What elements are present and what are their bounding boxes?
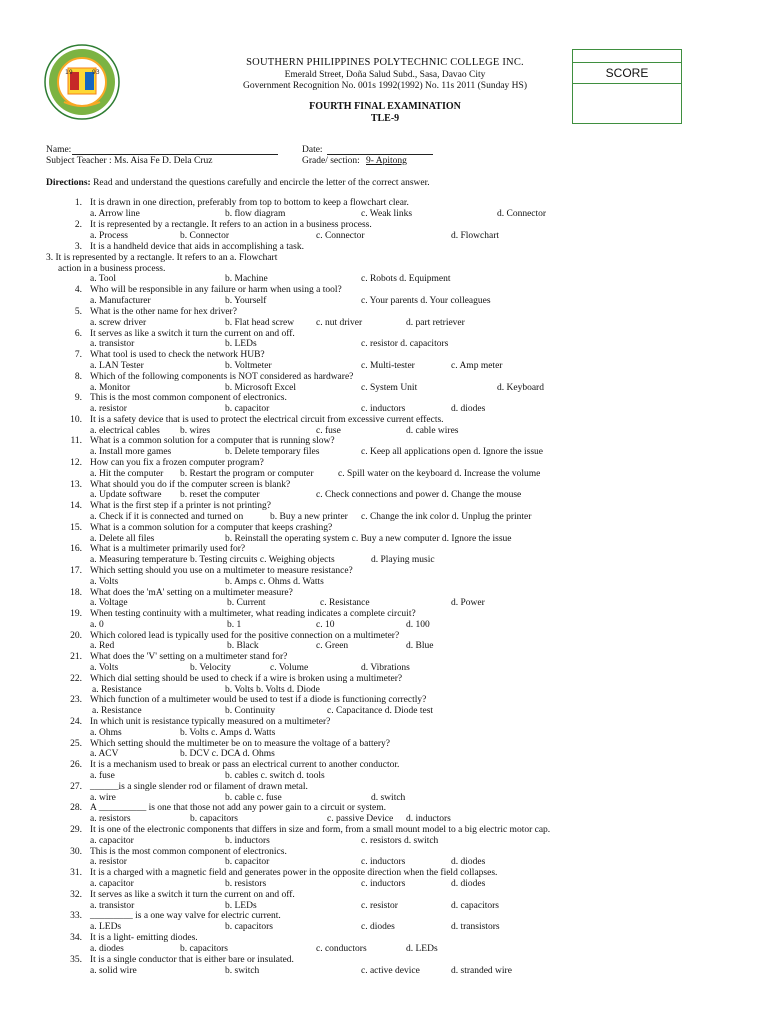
answer-choice[interactable]: a. screw driver xyxy=(90,318,147,328)
answer-choice[interactable]: a. Volts xyxy=(90,577,119,587)
exam-line xyxy=(0,966,768,977)
answer-choice[interactable]: b. DCV c. DCA d. Ohms xyxy=(180,749,275,759)
answer-choice[interactable]: a. ACV xyxy=(90,749,119,759)
question-text: What is a common solution for a computer that keeps crashing? xyxy=(90,523,333,533)
exam-line xyxy=(0,209,768,220)
exam-line xyxy=(0,253,768,264)
question-number: 13. xyxy=(70,480,82,490)
answer-choice[interactable]: a. transistor xyxy=(90,339,135,349)
answer-choice[interactable]: c. resistor d. capacitors xyxy=(361,339,449,349)
question-number: 4. xyxy=(74,285,82,295)
answer-choice[interactable]: a. Tool xyxy=(90,274,117,284)
answer-choice[interactable]: a. transistor xyxy=(90,901,135,911)
answer-choice[interactable]: d. Flowchart xyxy=(451,231,500,241)
question-number: 7. xyxy=(74,350,82,360)
answer-choice[interactable]: b. capacitors xyxy=(225,922,274,932)
government-recognition: Government Recognition No. 001s 1992(1992) No. 11s 2011 (Sunday HS) xyxy=(242,81,527,91)
exam-line xyxy=(0,814,768,825)
exam-line xyxy=(0,620,768,631)
question-number: 34. xyxy=(70,933,82,943)
answer-choice[interactable]: c. Change the ink color d. Unplug the printer xyxy=(361,512,532,522)
exam-line xyxy=(0,285,768,296)
question-text: Which setting should the multimeter be on to measure the voltage of a battery? xyxy=(90,739,390,749)
question-text: It is a light- emitting diodes. xyxy=(90,933,198,943)
date-label: Date: xyxy=(302,145,323,155)
exam-line xyxy=(0,393,768,404)
exam-line xyxy=(0,890,768,901)
answer-choice[interactable]: a. LEDs xyxy=(90,922,122,932)
question-number: 9. xyxy=(74,393,82,403)
answer-choice[interactable]: c. Resistance xyxy=(320,598,370,608)
answer-choice[interactable]: c. Volume xyxy=(270,663,309,673)
directions-label: Directions: xyxy=(46,178,91,188)
answer-choice[interactable]: a. 0 xyxy=(90,620,104,630)
question-number: 14. xyxy=(70,501,82,511)
exam-line xyxy=(0,544,768,555)
answer-choice[interactable]: d. Keyboard xyxy=(497,383,544,393)
exam-line xyxy=(0,555,768,566)
answer-choice[interactable]: a. Manufacturer xyxy=(90,296,151,306)
answer-choice[interactable]: c. inductors xyxy=(361,857,406,867)
answer-choice[interactable]: b. cables c. switch d. tools xyxy=(225,771,325,781)
answer-choice[interactable]: b. Amps c. Ohms d. Watts xyxy=(225,577,324,587)
answer-choice[interactable]: c. nut driver xyxy=(316,318,363,328)
question-text: action in a business process. xyxy=(58,264,166,274)
question-number: 20. xyxy=(70,631,82,641)
answer-choice[interactable]: c. Connector xyxy=(316,231,365,241)
date-blank[interactable] xyxy=(327,154,433,155)
question-text: Who will be responsible in any failure or harm when using a tool? xyxy=(90,285,342,295)
answer-choice[interactable]: c. Green xyxy=(316,641,349,651)
answer-choice[interactable]: d. Vibrations xyxy=(361,663,410,673)
answer-choice[interactable]: d. diodes xyxy=(451,404,486,414)
question-number: 25. xyxy=(70,739,82,749)
answer-choice[interactable]: c. passive Device xyxy=(327,814,394,824)
exam-line xyxy=(0,933,768,944)
answer-choice[interactable]: a. Volts xyxy=(90,663,119,673)
exam-line xyxy=(0,749,768,760)
subject-teacher: Subject Teacher : Ms. Aisa Fe D. Dela Cruz xyxy=(46,156,213,166)
question-text: What does the 'V' setting on a multimeter stand for? xyxy=(90,652,288,662)
question-text: It serves as like a switch it turn the current on and off. xyxy=(90,329,295,339)
answer-choice[interactable]: c. active device xyxy=(361,966,420,976)
answer-choice[interactable]: b. Flat head screw xyxy=(225,318,295,328)
question-text: This is the most common component of electronics. xyxy=(90,847,287,857)
question-text: What does the 'mA' setting on a multimeter measure? xyxy=(90,588,293,598)
exam-line xyxy=(0,404,768,415)
answer-choice[interactable]: b. 1 xyxy=(227,620,242,630)
answer-choice[interactable]: c. Robots d. Equipment xyxy=(361,274,451,284)
exam-line xyxy=(0,598,768,609)
exam-line xyxy=(0,868,768,879)
exam-line xyxy=(0,803,768,814)
question-number: 15. xyxy=(70,523,82,533)
exam-line xyxy=(0,641,768,652)
answer-choice[interactable]: c. Keep all applications open d. Ignore the issue xyxy=(361,447,544,457)
answer-choice[interactable]: d. transistors xyxy=(451,922,500,932)
directions xyxy=(46,178,430,188)
answer-choice[interactable]: d. LEDs xyxy=(406,944,438,954)
question-number: 18. xyxy=(70,588,82,598)
answer-choice[interactable]: b. Continuity xyxy=(225,706,276,716)
answer-choice[interactable]: a. capacitor xyxy=(90,879,134,889)
exam-line xyxy=(0,350,768,361)
answer-choice[interactable]: a. solid wire xyxy=(90,966,137,976)
answer-choice[interactable]: b. wires xyxy=(180,426,211,436)
exam-line xyxy=(0,372,768,383)
name-label: Name: xyxy=(46,145,72,155)
question-number: 11. xyxy=(70,436,82,446)
answer-choice[interactable]: d. part retriever xyxy=(406,318,465,328)
answer-choice[interactable]: c. Spill water on the keyboard d. Increase the volume xyxy=(338,469,541,479)
answer-choice[interactable]: b. capacitors xyxy=(190,814,239,824)
grade-section-value: 9- Apitong xyxy=(366,156,407,166)
question-text: It is a handheld device that aids in accomplishing a task. xyxy=(90,242,304,252)
answer-choice[interactable]: a. LAN Tester xyxy=(90,361,144,371)
school-address: Emerald Street, Doña Salud Subd., Sasa, Davao City xyxy=(284,70,486,80)
question-text: In which unit is resistance typically measured on a multimeter? xyxy=(90,717,331,727)
answer-choice[interactable]: a. resistor xyxy=(90,857,127,867)
answer-choice[interactable]: d. Blue xyxy=(406,641,434,651)
question-text: It is a charged with a magnetic field and generates power in the opposite direction when the field collapses. xyxy=(90,868,498,878)
answer-choice[interactable]: b. Delete temporary files xyxy=(225,447,320,457)
exam-line xyxy=(0,339,768,350)
exam-line xyxy=(0,609,768,620)
question-number: 22. xyxy=(70,674,82,684)
answer-choice[interactable]: c. inductors xyxy=(361,879,406,889)
exam-line xyxy=(0,566,768,577)
exam-line xyxy=(0,782,768,793)
question-number: 6. xyxy=(74,329,82,339)
question-number: 12. xyxy=(70,458,82,468)
answer-choice[interactable]: a. Delete all files xyxy=(90,534,155,544)
exam-line xyxy=(0,415,768,426)
answer-choice[interactable]: d. stranded wire xyxy=(451,966,512,976)
exam-line xyxy=(0,955,768,966)
answer-choice[interactable]: b. Velocity xyxy=(190,663,231,673)
exam-line xyxy=(0,652,768,663)
question-text: What should you do if the computer screen is blank? xyxy=(90,480,291,490)
question-text: This is the most common component of electronics. xyxy=(90,393,287,403)
question-number: 3. xyxy=(74,242,82,252)
question-number: 19. xyxy=(70,609,82,619)
svg-text:19: 19 xyxy=(65,69,73,76)
answer-choice[interactable]: b. Machine xyxy=(225,274,268,284)
answer-choice[interactable]: c. Your parents d. Your colleagues xyxy=(361,296,491,306)
answer-choice[interactable]: b. Connector xyxy=(180,231,230,241)
exam-line xyxy=(0,361,768,372)
exam-line xyxy=(0,577,768,588)
answer-choice[interactable]: b. LEDs xyxy=(225,901,257,911)
exam-line xyxy=(0,663,768,674)
exam-line xyxy=(0,944,768,955)
answer-choice[interactable]: c. 10 xyxy=(316,620,335,630)
question-text: It is a single conductor that is either bare or insulated. xyxy=(90,955,294,965)
answer-choice[interactable]: b. resistors xyxy=(225,879,267,889)
answer-choice[interactable]: a. Arrow line xyxy=(90,209,140,219)
question-text: It serves as like a switch it turn the current on and off. xyxy=(90,890,295,900)
answer-choice[interactable]: c. conductors xyxy=(316,944,367,954)
exam-line xyxy=(0,523,768,534)
answer-choice[interactable]: d. Playing music xyxy=(371,555,435,565)
answer-choice[interactable]: c. Multi-tester xyxy=(361,361,415,371)
question-number: 16. xyxy=(70,544,82,554)
question-number: 30. xyxy=(70,847,82,857)
answer-choice[interactable]: b. reset the computer xyxy=(180,490,260,500)
answer-choice[interactable]: a. Voltage xyxy=(90,598,128,608)
answer-choice[interactable]: b. cable c. fuse xyxy=(225,793,282,803)
question-number: 5. xyxy=(74,307,82,317)
exam-line xyxy=(0,458,768,469)
answer-choice[interactable]: d. switch xyxy=(371,793,406,803)
exam-line xyxy=(0,447,768,458)
answer-choice[interactable]: a. fuse xyxy=(90,771,115,781)
question-text: _________ is a one way valve for electric current. xyxy=(90,911,281,921)
answer-choice[interactable]: b. Black xyxy=(227,641,259,651)
answer-choice[interactable]: d. 100 xyxy=(406,620,430,630)
answer-choice[interactable]: c. Amp meter xyxy=(451,361,503,371)
exam-line xyxy=(0,220,768,231)
question-text: What tool is used to check the network HUB? xyxy=(90,350,265,360)
question-number: 24. xyxy=(70,717,82,727)
answer-choice[interactable]: a. Resistance xyxy=(92,685,142,695)
exam-line xyxy=(0,717,768,728)
exam-line xyxy=(0,911,768,922)
exam-line xyxy=(0,836,768,847)
question-text: It is one of the electronic components that differs in size and form, from a small mount model to a big electric motor cap. xyxy=(90,825,551,835)
question-number: 17. xyxy=(70,566,82,576)
answer-choice[interactable]: b. flow diagram xyxy=(225,209,286,219)
answer-choice[interactable]: b. LEDs xyxy=(225,339,257,349)
answer-choice[interactable]: b. Buy a new printer xyxy=(270,512,348,522)
question-text: ______is a single slender rod or filament of drawn metal. xyxy=(90,782,308,792)
answer-choice[interactable]: b. Testing circuits c. Weighing objects xyxy=(190,555,335,565)
score-label: SCORE xyxy=(573,62,681,84)
answer-choice[interactable]: b. inductors xyxy=(225,836,270,846)
answer-choice[interactable]: d. Connector xyxy=(497,209,547,219)
question-text: Which of the following components is NOT considered as hardware? xyxy=(90,372,354,382)
exam-line xyxy=(0,501,768,512)
score-box[interactable] xyxy=(572,49,682,124)
question-text: When testing continuity with a multimeter, what reading indicates a complete circuit? xyxy=(90,609,416,619)
exam-line xyxy=(0,296,768,307)
answer-choice[interactable]: a. Update software xyxy=(90,490,162,500)
answer-choice[interactable]: a. resistor xyxy=(90,404,127,414)
question-number: 35. xyxy=(70,955,82,965)
question-number: 21. xyxy=(70,652,82,662)
question-number: 23. xyxy=(70,695,82,705)
exam-line xyxy=(0,674,768,685)
question-text: What is a multimeter primarily used for? xyxy=(90,544,246,554)
exam-line xyxy=(0,706,768,717)
question-text: Which function of a multimeter would be used to test if a diode is functioning correctly? xyxy=(90,695,427,705)
answer-choice[interactable]: c. System Unit xyxy=(361,383,418,393)
exam-line xyxy=(0,307,768,318)
question-text: Which dial setting should be used to check if a wire is broken using a multimeter? xyxy=(90,674,403,684)
exam-line xyxy=(0,760,768,771)
answer-choice[interactable]: a. Install more games xyxy=(90,447,172,457)
answer-choice[interactable]: b. capacitors xyxy=(180,944,229,954)
answer-choice[interactable]: a. Monitor xyxy=(90,383,131,393)
exam-line xyxy=(0,274,768,285)
exam-line xyxy=(0,231,768,242)
exam-line xyxy=(0,728,768,739)
exam-line xyxy=(0,436,768,447)
exam-line xyxy=(0,242,768,253)
question-number: 26. xyxy=(70,760,82,770)
exam-line xyxy=(0,318,768,329)
answer-choice[interactable]: b. Reinstall the operating system c. Buy a new computer d. Ignore the issue xyxy=(225,534,512,544)
exam-line xyxy=(0,771,768,782)
question-text: Which colored lead is typically used for the positive connection on a multimeter? xyxy=(90,631,400,641)
question-number: 29. xyxy=(70,825,82,835)
answer-choice[interactable]: c. fuse xyxy=(316,426,341,436)
exam-title: FOURTH FINAL EXAMINATION xyxy=(309,101,461,112)
answer-choice[interactable]: b. capacitor xyxy=(225,404,270,414)
answer-choice[interactable]: a. diodes xyxy=(90,944,124,954)
exam-line xyxy=(0,922,768,933)
school-name: SOUTHERN PHILIPPINES POLYTECHNIC COLLEGE INC. xyxy=(246,57,524,68)
question-number: 33. xyxy=(70,911,82,921)
exam-line xyxy=(0,512,768,523)
answer-choice[interactable]: a. resistors xyxy=(90,814,131,824)
answer-choice[interactable]: d. diodes xyxy=(451,879,486,889)
answer-choice[interactable]: b. capacitor xyxy=(225,857,270,867)
directions-text: Read and understand the questions carefully and encircle the letter of the correct answer. xyxy=(93,178,430,188)
answer-choice[interactable]: a. capacitor xyxy=(90,836,134,846)
answer-choice[interactable]: b. Volts c. Amps d. Watts xyxy=(180,728,276,738)
exam-subject: TLE-9 xyxy=(370,113,400,124)
answer-choice[interactable]: a. Process xyxy=(90,231,128,241)
question-text: Which setting should you use on a multimeter to measure resistance? xyxy=(90,566,353,576)
question-text: It is drawn in one direction, preferably from top to bottom to keep a flowchart clear. xyxy=(90,198,409,208)
question-text: It is represented by a rectangle. It refers to an action in a business process. xyxy=(90,220,372,230)
question-text: What is the first step if a printer is not printing? xyxy=(90,501,271,511)
answer-choice[interactable]: b. Voltmeter xyxy=(225,361,272,371)
question-number: 2. xyxy=(74,220,82,230)
question-text: 3. It is represented by a rectangle. It refers to an a. Flowchart xyxy=(46,253,278,263)
answer-choice[interactable]: c. resistor xyxy=(361,901,398,911)
answer-choice[interactable]: a. wire xyxy=(90,793,116,803)
question-text: It is a safety device that is used to protect the electrical circuit from excessive current effects. xyxy=(90,415,444,425)
exam-line xyxy=(0,490,768,501)
answer-choice[interactable]: d. Power xyxy=(451,598,485,608)
question-number: 31. xyxy=(70,868,82,878)
exam-line xyxy=(0,198,768,209)
question-text: It is a mechanism used to break or pass an electrical current to another conductor. xyxy=(90,760,400,770)
exam-line xyxy=(0,879,768,890)
question-text: What is the other name for hex driver? xyxy=(90,307,237,317)
question-text: A __________ is one that those not add any power gain to a circuit or system. xyxy=(90,803,387,813)
answer-choice[interactable]: a. electrical cables xyxy=(90,426,160,436)
answer-choice[interactable]: a. Measuring temperature xyxy=(90,555,188,565)
question-number: 1. xyxy=(74,198,82,208)
school-seal-logo xyxy=(44,44,120,120)
answer-choice[interactable]: d. diodes xyxy=(451,857,486,867)
answer-choice[interactable]: b. switch xyxy=(225,966,260,976)
answer-choice[interactable]: b. Microsoft Excel xyxy=(225,383,296,393)
answer-choice[interactable]: a. Check if it is connected and turned on xyxy=(90,512,244,522)
question-number: 27. xyxy=(70,782,82,792)
question-number: 28. xyxy=(70,803,82,813)
answer-choice[interactable]: d. cable wires xyxy=(406,426,459,436)
answer-choice[interactable]: b. Yourself xyxy=(225,296,267,306)
answer-choice[interactable]: b. Current xyxy=(227,598,266,608)
answer-choice[interactable]: c. inductors xyxy=(361,404,406,414)
answer-choice[interactable]: d. inductors xyxy=(406,814,451,824)
answer-choice[interactable]: a. Hit the computer xyxy=(90,469,164,479)
question-number: 32. xyxy=(70,890,82,900)
answer-choice[interactable]: c. diodes xyxy=(361,922,395,932)
question-text: How can you fix a frozen computer program? xyxy=(90,458,264,468)
svg-text:93: 93 xyxy=(92,69,100,76)
question-number: 10. xyxy=(70,415,82,425)
question-number: 8. xyxy=(74,372,82,382)
exam-line xyxy=(0,857,768,868)
answer-choice[interactable]: a. Red xyxy=(90,641,115,651)
grade-section-label: Grade/ section: xyxy=(302,156,360,166)
answer-choice[interactable]: d. capacitors xyxy=(451,901,500,911)
question-text: What is a common solution for a computer that is running slow? xyxy=(90,436,335,446)
answer-choice[interactable]: c. Check connections and power d. Change the mouse xyxy=(316,490,522,500)
answer-choice[interactable]: c. Capacitance d. Diode test xyxy=(327,706,434,716)
answer-choice[interactable]: b. Volts b. Volts d. Diode xyxy=(225,685,320,695)
answer-choice[interactable]: a. Resistance xyxy=(92,706,142,716)
answer-choice[interactable]: c. resistors d. switch xyxy=(361,836,439,846)
exam-line xyxy=(0,695,768,706)
answer-choice[interactable]: a. Ohms xyxy=(90,728,122,738)
exam-line xyxy=(0,825,768,836)
answer-choice[interactable]: b. Restart the program or computer xyxy=(180,469,314,479)
name-blank[interactable] xyxy=(72,154,278,155)
answer-choice[interactable]: c. Weak links xyxy=(361,209,413,219)
exam-line xyxy=(0,469,768,480)
